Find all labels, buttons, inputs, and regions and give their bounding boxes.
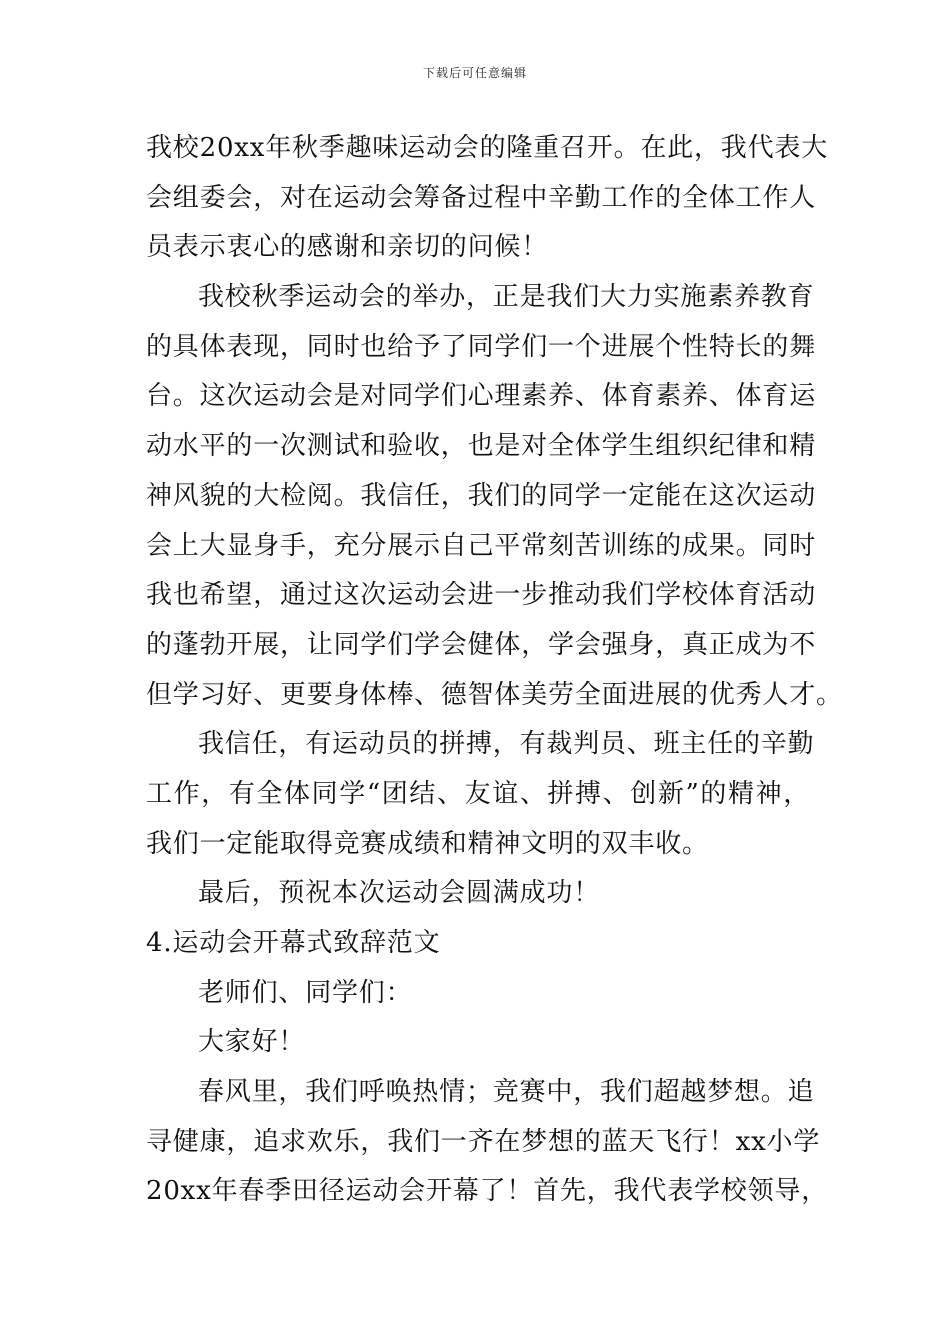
page-header: 下载后可任意编辑 <box>422 66 527 80</box>
text-line: 动水平的一次测试和验收，也是对全体学生组织纪律和精 <box>146 431 817 462</box>
text-line: 会组委会，对在运动会筹备过程中辛勤工作的全体工作人 <box>146 182 817 213</box>
section-heading: 4.运动会开幕式致辞范文 <box>146 928 441 958</box>
text-line: 员表示衷心的感谢和亲切的问候！ <box>146 232 549 263</box>
text-line: 寻健康，追求欢乐，我们一齐在梦想的蓝天飞行！xx小学 <box>146 1126 821 1157</box>
text-line: 的蓬勃开展，让同学们学会健体，学会强身，真正成为不 <box>146 629 817 660</box>
paragraph-start-line: 我校秋季运动会的举办，正是我们大力实施素养教育 <box>198 282 815 313</box>
text-line: 我们一定能取得竞赛成绩和精神文明的双丰收。 <box>146 828 709 859</box>
paragraph-start-line: 最后，预祝本次运动会圆满成功！ <box>198 878 601 909</box>
greeting-line: 大家好！ <box>198 1027 306 1058</box>
text-line: 工作，有全体同学“团结、友谊、拼搏、创新”的精神， <box>146 778 810 809</box>
text-line: 台。这次运动会是对同学们心理素养、体育素养、体育运 <box>146 381 817 412</box>
text-line: 我也希望，通过这次运动会进一步推动我们学校体育活动 <box>146 580 817 611</box>
document-body <box>146 124 843 1217</box>
text-line: 我校20xx年秋季趣味运动会的隆重召开。在此，我代表大 <box>146 133 829 163</box>
text-line: 神风貌的大检阅。我信任，我们的同学一定能在这次运动 <box>146 480 817 511</box>
paragraph-start-line: 我信任，有运动员的拼搏，有裁判员、班主任的辛勤 <box>198 729 815 760</box>
text-line: 20xx年春季田径运动会开幕了！首先，我代表学校领导， <box>146 1176 829 1207</box>
text-line: 但学习好、更要身体棒、德智体美劳全面进展的优秀人才。 <box>146 679 843 710</box>
paragraph-start-line: 春风里，我们呼唤热情；竞赛中，我们超越梦想。追 <box>198 1077 815 1108</box>
text-line: 会上大显身手，充分展示自己平常刻苦训练的成果。同时 <box>146 530 817 561</box>
salutation-line: 老师们、同学们： <box>198 977 413 1008</box>
text-line: 的具体表现，同时也给予了同学们一个进展个性特长的舞 <box>146 331 817 362</box>
